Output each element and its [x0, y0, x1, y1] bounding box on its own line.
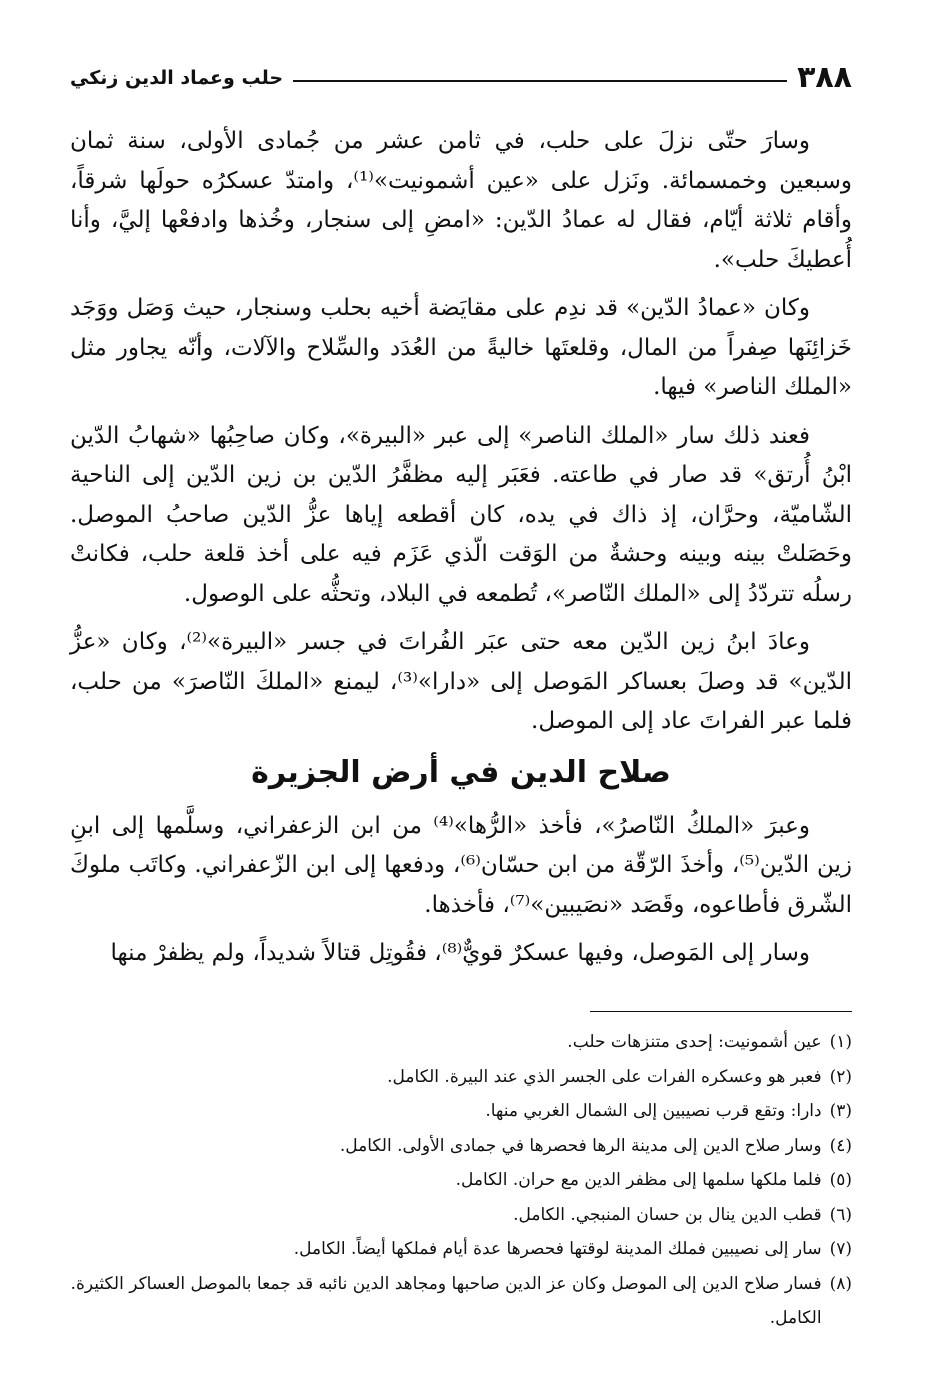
footnote-text: دارا: وتقع قرب نصيبين إلى الشمال الغربي منها. — [485, 1101, 822, 1121]
footnote — [70, 1129, 852, 1164]
footnote-text: وسار صلاح الدين إلى مدينة الرها فحصرها في جمادى الأولى. الكامل. — [339, 1135, 822, 1156]
footnote — [70, 1198, 852, 1233]
footnote-divider — [590, 1011, 852, 1012]
footnote-number: (٨) — [829, 1273, 852, 1294]
paragraph: وسار إلى المَوصل، وفيها عسكرٌ قويٌّ⁽⁸⁾، فقُوتِل قتالاً شديداً، ولم يظفرْ منها — [110, 940, 810, 966]
footnote — [70, 1060, 852, 1095]
footnote-text: سار إلى نصيبين فملك المدينة لوقتها فحصرها عدة أيام فملكها أيضاً. الكامل. — [293, 1239, 822, 1259]
footnote-number: (٦) — [829, 1204, 852, 1225]
footnotes — [70, 1025, 852, 1336]
footnote-number: (٤) — [829, 1135, 852, 1156]
footnote-number: (٣) — [829, 1101, 852, 1121]
footnote-text: فلما ملكها سلمها إلى مظفر الدين مع حران. الكامل. — [455, 1170, 822, 1190]
footnote-number: (٥) — [829, 1170, 852, 1190]
footnote — [70, 1163, 852, 1198]
footnote-text: فسار صلاح الدين إلى الموصل وكان عز الدين صاحبها ومجاهد الدين نائبه قد جمعا بالموصل العساكر الكثيرة. الكامل. — [70, 1273, 822, 1328]
footnote-number: (٢) — [829, 1066, 852, 1087]
footnote — [70, 1232, 852, 1267]
footnote — [70, 1267, 852, 1336]
paragraph: وعادَ ابنُ زين الدّين معه حتى عبَر الفُراتَ في جسر «البيرة»⁽²⁾، وكان «عزُّ الدّين» قد وصلَ بعساكر المَوصل إلى «دارا»⁽³⁾، ليمنع «الملكَ النّاصرَ» من حلب، فلما عبر الفراتَ عاد إلى الموصل. — [70, 629, 852, 734]
paragraph: وكان «عمادُ الدّين» قد ندِم على مقايَضة أخيه بحلب وسنجار، حيث وَصَل ووَجَد خَزائِنَها صِفراً من المال، وقلعتَها خاليةً من العُدَد والسِّلاح والآلات، وأنّه يجاور مثل «الملك الناصر» فيها. — [70, 295, 852, 400]
footnote-text: فعبر هو وعسكره الفرات على الجسر الذي عند البيرة. الكامل. — [387, 1066, 822, 1087]
footnote — [70, 1025, 852, 1060]
main-text — [70, 122, 852, 983]
footnote-number: (٧) — [829, 1239, 852, 1259]
paragraph: وعبرَ «الملكُ النّاصرُ»، فأخذ «الرُّها»⁽⁴⁾ من ابن الزعفراني، وسلَّمها إلى ابنِ زين الدّين⁽⁵⁾، وأخذَ الرّقّة من ابن حسّان⁽⁶⁾، ودفعها إلى ابن الزّعفراني. وكاتَب ملوكَ الشّرق فأطاعوه، وقَصَد «نصَيبين»⁽⁷⁾، فأخذها. — [70, 812, 852, 918]
section-heading: صلاح الدين في أرض الجزيرة — [251, 754, 671, 790]
page-header — [70, 58, 852, 98]
running-title: حلب وعماد الدين زنكي — [70, 67, 284, 89]
paragraph: وسارَ حتّى نزلَ على حلب، في ثامن عشر من جُمادى الأولى، سنة ثمان وسبعين وخمسمائة. ونَزل على «عين أشمونيت»⁽¹⁾، وامتدّ عسكرُه حولَها شرقاً، وأقام ثلاثة أيّام، فقال له عمادُ الدّين: «امضِ إلى سنجار، وخُذها وادفعْها إليَّ، وأنا أُعطيكَ حلب». — [70, 128, 853, 273]
footnote-text: قطب الدين ينال بن حسان المنبجي. الكامل. — [513, 1204, 822, 1225]
footnote — [70, 1094, 852, 1129]
footnote-text: عين أشمونيت: إحدى متنزهات حلب. — [567, 1032, 822, 1052]
paragraph: فعند ذلك سار «الملك الناصر» إلى عبر «البيرة»، وكان صاحِبُها «شهابُ الدّين ابْنُ أُرتق» قد صار في طاعته. فعَبَر إليه مظفَّرُ الدّين بن زين الدّين إلى الناحية الشّاميّة، وحرَّان، إذ ذاك في يده، كان أقطعه إياها عزُّ الدّين صاحبُ الموصل. وحَصَلتْ بينه وبينه وحشةٌ من الوَقت الّذي عَزَم فيه على أخذ قلعة حلب، فكانتْ رسلُه تتردّدُ إلى «الملك النّاصر»، تُطمعه في البلاد، وتحثُّه على الوصول. — [70, 422, 852, 607]
page-number: ٣٨٨ — [797, 60, 852, 95]
header-rule — [293, 80, 787, 82]
footnote-number: (١) — [829, 1032, 852, 1052]
